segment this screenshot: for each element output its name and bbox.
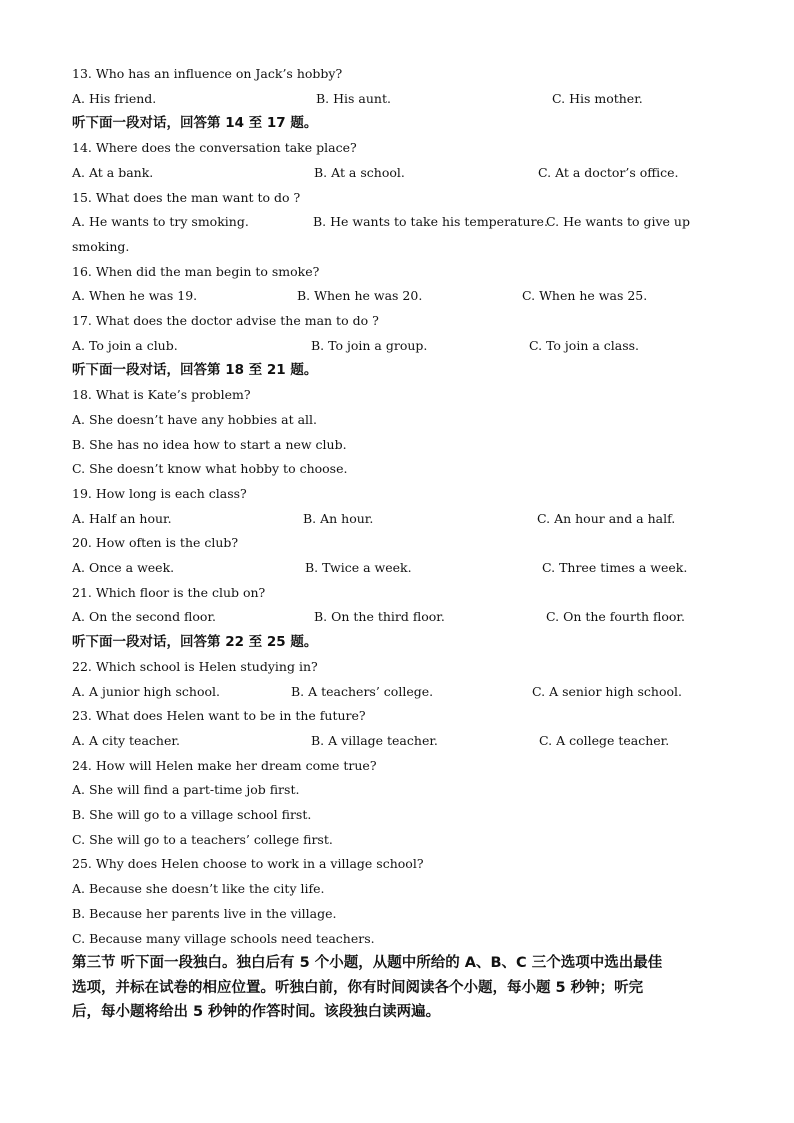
q18-option-c: C. She doesn’t know what hobby to choose. — [72, 461, 348, 476]
q18-option-a: A. She doesn’t have any hobbies at all. — [72, 412, 318, 427]
q14-option-b: B. At a school. — [314, 165, 405, 180]
question-21: 21. Which floor is the club on? — [72, 585, 266, 600]
question-14: 14. Where does the conversation take place? — [72, 140, 357, 155]
question-17: 17. What does the doctor advise the man to do ? — [72, 313, 379, 328]
question-13: 13. Who has an influence on Jack’s hobby? — [72, 66, 343, 81]
q15-option-b: B. He wants to take his temperature. — [313, 214, 548, 229]
q17-option-b: B. To join a group. — [311, 338, 428, 353]
q15-option-c-continued: smoking. — [72, 239, 130, 254]
q22-option-c: C. A senior high school. — [532, 684, 682, 699]
q18-option-b: B. She has no idea how to start a new club. — [72, 437, 347, 452]
q15-option-c: C. He wants to give up — [546, 214, 690, 229]
question-18: 18. What is Kate’s problem? — [72, 387, 251, 402]
q24-option-a: A. She will find a part-time job first. — [72, 782, 300, 797]
question-23: 23. What does Helen want to be in the future? — [72, 708, 366, 723]
q25-option-c: C. Because many village schools need teachers. — [72, 931, 375, 946]
section-header-22-25: 听下面一段对话，回答第 22 至 25 题。 — [72, 634, 318, 650]
q20-option-a: A. Once a week. — [72, 560, 175, 575]
q23-option-a: A. A city teacher. — [72, 733, 180, 748]
question-25: 25. Why does Helen choose to work in a village school? — [72, 856, 424, 871]
q19-option-a: A. Half an hour. — [72, 511, 172, 526]
q19-option-c: C. An hour and a half. — [537, 511, 676, 526]
q22-option-b: B. A teachers’ college. — [291, 684, 434, 699]
q23-option-c: C. A college teacher. — [539, 733, 670, 748]
q14-option-a: A. At a bank. — [72, 165, 154, 180]
q24-option-c: C. She will go to a teachers’ college first. — [72, 832, 333, 847]
q22-option-a: A. A junior high school. — [72, 684, 220, 699]
question-15: 15. What does the man want to do ? — [72, 190, 301, 205]
q25-option-a: A. Because she doesn’t like the city life. — [72, 881, 325, 896]
q16-option-b: B. When he was 20. — [297, 288, 423, 303]
q17-option-c: C. To join a class. — [529, 338, 640, 353]
q21-option-a: A. On the second floor. — [72, 609, 217, 624]
section-3-instructions-line-2: 选项，并标在试卷的相应位置。听独白前，你有时间阅读各个小题，每小题 5 秒钟；听完 — [72, 980, 644, 996]
question-22: 22. Which school is Helen studying in? — [72, 659, 318, 674]
q20-option-c: C. Three times a week. — [542, 560, 688, 575]
question-24: 24. How will Helen make her dream come true? — [72, 758, 377, 773]
section-header-14-17: 听下面一段对话，回答第 14 至 17 题。 — [72, 115, 318, 131]
q17-option-a: A. To join a club. — [72, 338, 178, 353]
question-19: 19. How long is each class? — [72, 486, 247, 501]
q13-option-b: B. His aunt. — [316, 91, 391, 106]
question-16: 16. When did the man begin to smoke? — [72, 264, 320, 279]
q21-option-c: C. On the fourth floor. — [546, 609, 685, 624]
section-header-18-21: 听下面一段对话，回答第 18 至 21 题。 — [72, 362, 318, 378]
question-20: 20. How often is the club? — [72, 535, 239, 550]
q13-option-a: A. His friend. — [72, 91, 157, 106]
section-3-instructions-line-3: 后，每小题将给出 5 秒钟的作答时间。该段独白读两遍。 — [72, 1004, 441, 1020]
q14-option-c: C. At a doctor’s office. — [538, 165, 679, 180]
q19-option-b: B. An hour. — [303, 511, 374, 526]
q24-option-b: B. She will go to a village school first. — [72, 807, 312, 822]
q16-option-a: A. When he was 19. — [72, 288, 198, 303]
q13-option-c: C. His mother. — [552, 91, 643, 106]
q25-option-b: B. Because her parents live in the village. — [72, 906, 337, 921]
q20-option-b: B. Twice a week. — [305, 560, 412, 575]
q15-option-a: A. He wants to try smoking. — [72, 214, 249, 229]
q21-option-b: B. On the third floor. — [314, 609, 445, 624]
section-3-instructions-line-1: 第三节 听下面一段独白。独白后有 5 个小题，从题中所给的 A、B、C 三个选项中选出最佳 — [72, 955, 663, 971]
q23-option-b: B. A village teacher. — [311, 733, 438, 748]
q16-option-c: C. When he was 25. — [522, 288, 648, 303]
